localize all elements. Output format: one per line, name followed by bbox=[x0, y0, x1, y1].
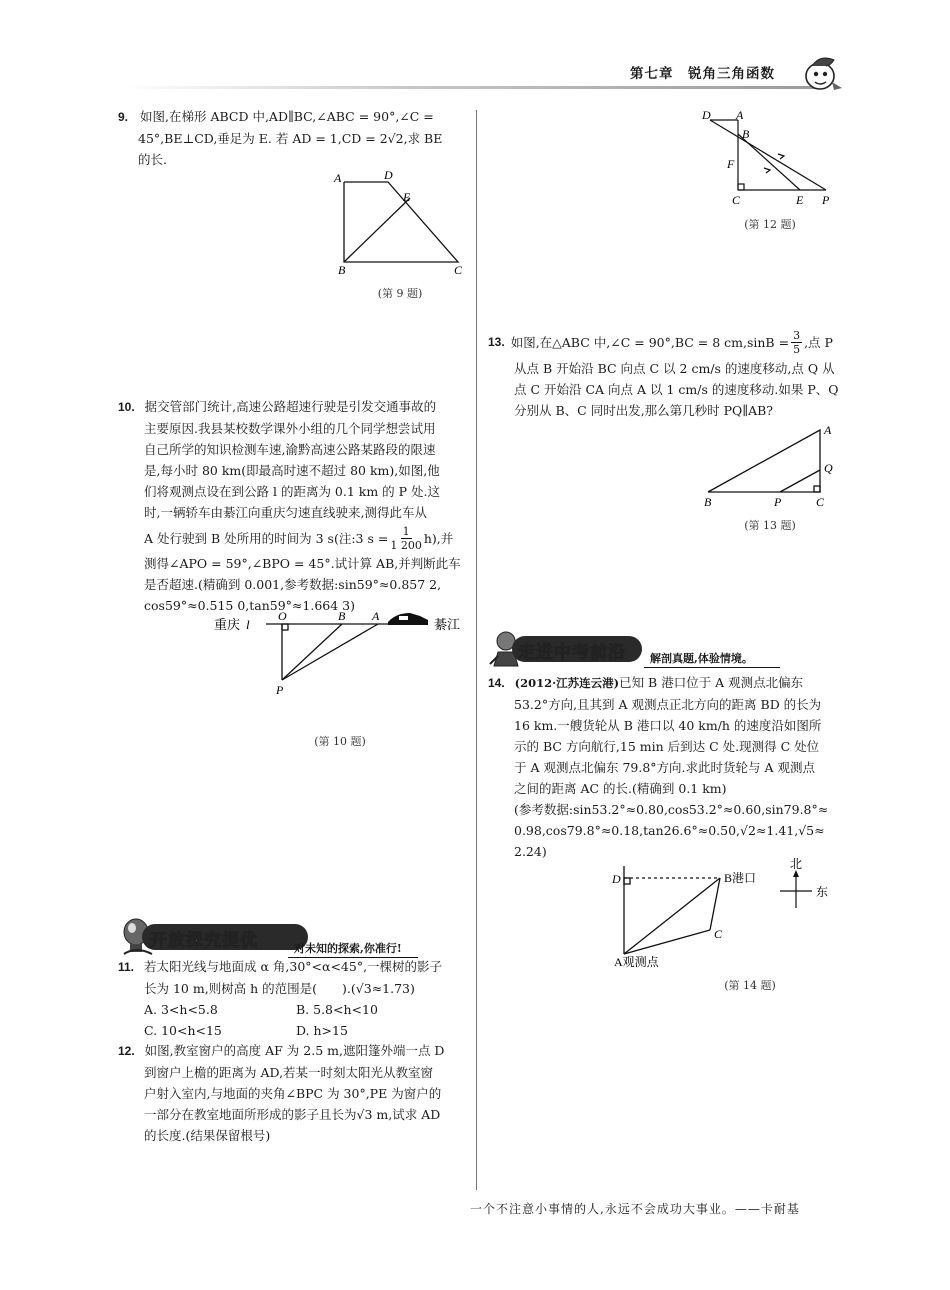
question-10 bbox=[118, 396, 468, 616]
question-9 bbox=[118, 106, 463, 170]
option-a[interactable]: A. 3<h<5.8 bbox=[144, 1002, 218, 1017]
frac-numerator: 3 bbox=[793, 328, 801, 342]
label-B: B bbox=[338, 263, 346, 277]
question-11 bbox=[118, 956, 468, 1041]
q9-line3: 的长. bbox=[138, 152, 167, 167]
question-13 bbox=[488, 326, 848, 421]
q10-line5: 们将观测点设在到公路 l 的距离为 0.1 km 的 P 处.这 bbox=[144, 484, 441, 499]
q10-line10: cos59°≈0.515 0,tan59°≈1.664 3) bbox=[144, 598, 355, 613]
column-divider bbox=[476, 110, 477, 1190]
label-P: P bbox=[822, 193, 830, 207]
label-B: B bbox=[742, 127, 750, 141]
frac-numerator: 1 bbox=[402, 524, 410, 538]
label-B: B bbox=[338, 609, 346, 623]
question-number: 9. bbox=[118, 110, 129, 124]
q14-line7: (参考数据:sin53.2°≈0.80,cos53.2°≈0.60,sin79.8°≈ bbox=[514, 802, 829, 817]
q12-line4: 一部分在教室地面所形成的影子且长为√3 m,试求 AD bbox=[144, 1107, 441, 1122]
label-north: 北 bbox=[790, 857, 803, 871]
q14-line2: 53.2°方向,且其到 A 观测点正北方向的距离 BD 的长为 bbox=[514, 697, 822, 712]
question-number: 10. bbox=[118, 400, 135, 414]
caption-12: (第 12 题) bbox=[744, 218, 796, 231]
label-P: P bbox=[276, 683, 284, 697]
figure-14 bbox=[604, 856, 844, 970]
frac-denominator: 5 bbox=[793, 342, 801, 356]
q13-line3: 点 C 开始沿 CA 向点 A 以 1 cm/s 的速度移动.如果 P、Q bbox=[514, 382, 839, 397]
q10-line6: 时,一辆轿车由綦江向重庆匀速直线驶来,测得此车从 bbox=[144, 505, 427, 520]
q12-line1: 如图,教室窗户的高度 AF 为 2.5 m,遮阳篷外端一点 D bbox=[144, 1043, 445, 1058]
label-qijiang: 綦江 bbox=[434, 617, 461, 632]
label-F: F bbox=[727, 157, 735, 171]
figure-12 bbox=[694, 106, 844, 210]
label-A: A bbox=[824, 423, 832, 437]
banner-subtitle: 对未知的探索,你准行! bbox=[288, 940, 418, 958]
label-O: O bbox=[278, 609, 287, 623]
label-A: A bbox=[334, 171, 342, 185]
banner-exam-frontier bbox=[488, 628, 838, 672]
q14-line1: 已知 B 港口位于 A 观测点北偏东 bbox=[619, 675, 804, 690]
label-C: C bbox=[816, 495, 825, 509]
label-C: C bbox=[732, 193, 741, 207]
label-A: A bbox=[736, 108, 744, 122]
label-D: D bbox=[702, 108, 711, 122]
q13-line1a: 如图,在△ABC 中,∠C = 90°,BC = 8 cm,sinB = bbox=[510, 334, 790, 350]
q10-line8: 测得∠APO = 59°,∠BPO = 45°.试计算 AB,并判断此车 bbox=[144, 556, 461, 571]
option-b[interactable]: B. 5.8<h<10 bbox=[295, 1002, 378, 1017]
q10-line1: 据交管部门统计,高速公路超速行驶是引发交通事故的 bbox=[144, 399, 437, 414]
label-l: l bbox=[246, 617, 250, 632]
caption-10: (第 10 题) bbox=[314, 735, 366, 748]
question-14 bbox=[488, 672, 848, 862]
question-12 bbox=[118, 1040, 468, 1146]
caption-14: (第 14 题) bbox=[724, 979, 776, 992]
label-D: D bbox=[612, 872, 621, 886]
banner-subtitle: 解剖真题,体验情境。 bbox=[644, 650, 780, 668]
label-A: A bbox=[372, 609, 380, 623]
q10-line7b: h),并 bbox=[423, 530, 454, 546]
label-D: D bbox=[384, 168, 393, 182]
label-E: E bbox=[796, 193, 804, 207]
q13-line1b: ,点 P bbox=[804, 334, 833, 350]
question-number: 11. bbox=[118, 960, 135, 974]
label-C: C bbox=[714, 927, 723, 941]
label-Q: Q bbox=[824, 461, 833, 475]
option-c[interactable]: C. 10<h<15 bbox=[144, 1023, 222, 1038]
label-chongqing: 重庆 bbox=[214, 617, 241, 632]
banner-title: 开放探究提优 bbox=[150, 931, 258, 951]
q11-line2: 长为 10 m,则树高 h 的范围是( ).(√3≈1.73) bbox=[144, 981, 415, 996]
q10-line4: 是,每小时 80 km(即最高时速不超过 80 km),如图,他 bbox=[144, 463, 440, 478]
question-number: 14. bbox=[488, 676, 505, 690]
banner-title: 走进中考前沿 bbox=[518, 643, 626, 663]
frac-denominator: 1 200 bbox=[390, 538, 422, 552]
q13-line2: 从点 B 开始沿 BC 向点 C 以 2 cm/s 的速度移动,点 Q 从 bbox=[514, 361, 835, 376]
q14-source: (2012·江苏连云港) bbox=[514, 676, 620, 690]
label-E: E bbox=[403, 190, 411, 204]
q14-line8: 0.98,cos79.8°≈0.18,tan26.6°≈0.50,√2≈1.41,√5≈ bbox=[514, 823, 825, 838]
q12-line2: 到窗户上檐的距离为 AD,若某一时刻太阳光从教室窗 bbox=[144, 1065, 434, 1080]
q10-line3: 自己所学的知识检测车速,渝黔高速公路某路段的限速 bbox=[144, 442, 436, 457]
q12-line5: 的长度.(结果保留根号) bbox=[144, 1128, 271, 1143]
label-east: 东 bbox=[816, 885, 829, 899]
label-B: B bbox=[704, 495, 712, 509]
question-number: 12. bbox=[118, 1044, 135, 1058]
caption-9: (第 9 题) bbox=[377, 287, 423, 300]
figure-10 bbox=[210, 606, 470, 698]
label-B-port: B港口 bbox=[724, 871, 757, 885]
q10-line7a: A 处行驶到 B 处所用的时间为 3 s(注:3 s = bbox=[144, 530, 389, 546]
q10-line9: 是否超速.(精确到 0.001,参考数据:sin59°≈0.857 2, bbox=[144, 577, 442, 592]
q14-line5: 于 A 观测点北偏东 79.8°方向.求此时货轮与 A 观测点 bbox=[514, 760, 815, 775]
q9-line2: 45°,BE⊥CD,垂足为 E. 若 AD = 1,CD = 2√2,求 BE bbox=[138, 131, 443, 146]
q11-line1: 若太阳光线与地面成 α 角,30°<α<45°,一棵树的影子 bbox=[144, 959, 443, 974]
q12-line3: 户射入室内,与地面的夹角∠BPC 为 30°,PE 为窗户的 bbox=[144, 1086, 442, 1101]
q14-line6: 之间的距离 AC 的长.(精确到 0.1 km) bbox=[514, 781, 727, 796]
banner-open-exploration bbox=[118, 914, 468, 958]
mascot-icon bbox=[800, 52, 846, 96]
q14-line4: 示的 BC 方向航行,15 min 后到达 C 处.现测得 C 处位 bbox=[514, 739, 820, 754]
label-P: P bbox=[774, 495, 782, 509]
compass-icon bbox=[780, 870, 812, 908]
q14-line3: 16 km.一艘货轮从 B 港口以 40 km/h 的速度沿如图所 bbox=[514, 718, 822, 733]
label-A-observation: A观测点 bbox=[614, 955, 659, 969]
label-C: C bbox=[454, 263, 463, 277]
q10-line2: 主要原因.我县某校数学课外小组的几个同学想尝试用 bbox=[144, 421, 436, 436]
figure-9 bbox=[330, 168, 470, 280]
header-rule bbox=[125, 86, 825, 89]
figure-13 bbox=[700, 420, 846, 510]
option-d[interactable]: D. h>15 bbox=[295, 1023, 348, 1038]
caption-13: (第 13 题) bbox=[744, 519, 796, 532]
q9-line1: 如图,在梯形 ABCD 中,AD∥BC,∠ABC = 90°,∠C = bbox=[140, 109, 434, 124]
chapter-title: 第七章 锐角三角函数 bbox=[630, 66, 775, 82]
q14-line9: 2.24) bbox=[514, 844, 547, 859]
car-icon bbox=[388, 613, 428, 625]
question-number: 13. bbox=[488, 334, 505, 349]
q13-line4: 分别从 B、C 同时出发,那么第几秒时 PQ∥AB? bbox=[514, 403, 773, 418]
footer-quote: 一个不注意小事情的人,永远不会成功大事业。——卡耐基 bbox=[470, 1202, 800, 1216]
